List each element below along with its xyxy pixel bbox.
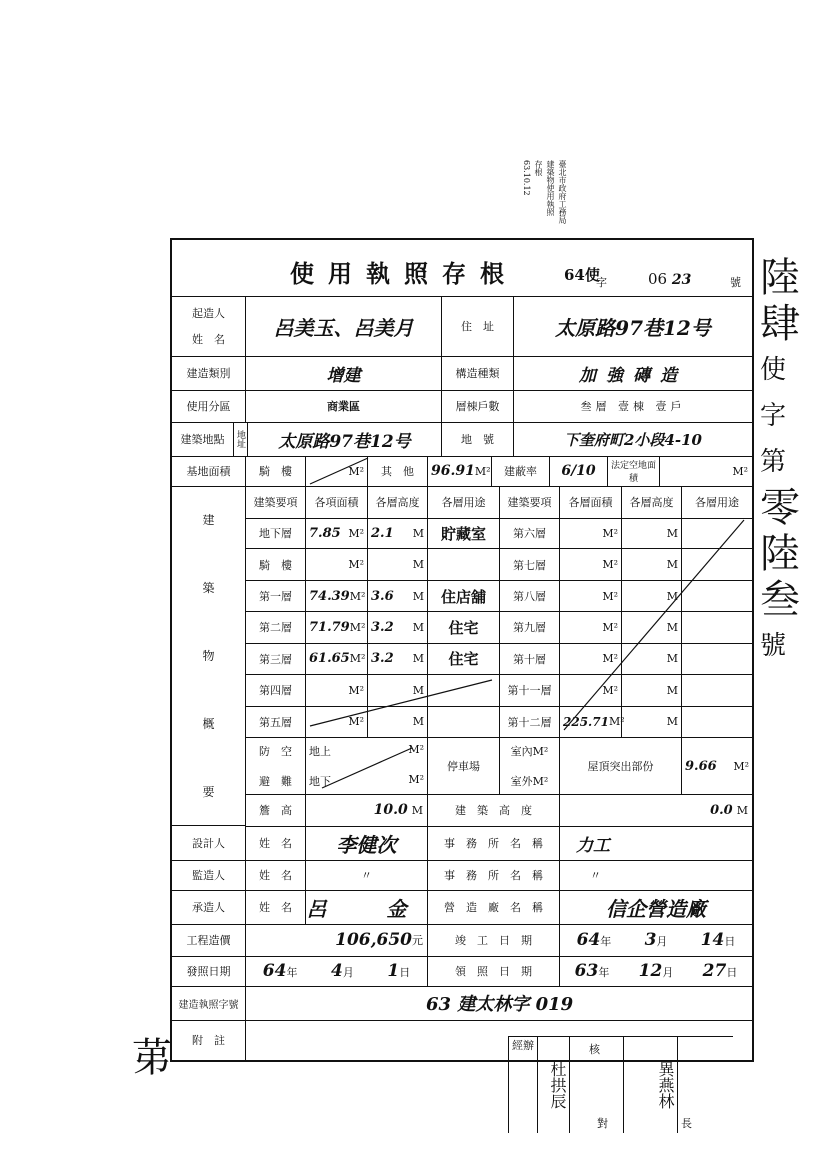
- floor-name: 第五層: [246, 707, 306, 737]
- lot-label: 地 號: [442, 422, 514, 456]
- unit-m2: M²: [349, 620, 366, 634]
- unit-m2: M²: [349, 652, 366, 666]
- sign-name: 異燕林: [656, 1061, 675, 1109]
- unit-m2: M²: [602, 620, 618, 634]
- floor-use: 住宅: [428, 612, 500, 642]
- floor-name-right: 第十二層: [500, 707, 560, 737]
- designer-office: 力工: [576, 835, 610, 856]
- sign-label: 核: [589, 1043, 600, 1056]
- zoning-value: 商業區: [246, 390, 442, 422]
- header-right-item: 建築要項: [500, 486, 560, 518]
- unit-m2: M²: [349, 589, 366, 603]
- floors-label: 層棟戶數: [442, 390, 514, 422]
- floor-name: 第一層: [246, 581, 306, 611]
- floor-height-value: 2.1: [371, 525, 394, 541]
- designer-name-label: 姓 名: [246, 826, 306, 860]
- parking-out-label: 室外: [510, 775, 533, 788]
- unit-m2: M²: [602, 558, 618, 572]
- designer-name: 李健次: [306, 826, 428, 860]
- arcade-strike: [310, 458, 368, 484]
- side-note: [520, 160, 568, 224]
- issue-year: 64: [262, 961, 287, 981]
- day-char: 日: [726, 966, 738, 979]
- sign-cell: [677, 1037, 733, 1133]
- doc-number-printed: 06: [648, 270, 668, 288]
- parking-in-unit: M²: [532, 745, 549, 758]
- cost-value: 106,650: [335, 930, 412, 950]
- floor-height-value: 3.6: [371, 588, 394, 604]
- permit-value: 63 建太林字 019: [426, 994, 574, 1015]
- sign-label: 經辦: [512, 1039, 534, 1052]
- contractor-name-label: 姓 名: [246, 890, 306, 924]
- unit-m: M: [666, 526, 678, 540]
- sign-cell: [509, 1037, 538, 1133]
- supervisor-office-label: 事 務 所 名 稱: [428, 860, 560, 890]
- unit-m2: M²: [602, 652, 618, 666]
- legal-label: 法定空地面積: [608, 456, 660, 486]
- floor-name-right: 第九層: [500, 612, 560, 642]
- year-char: 年: [600, 935, 612, 948]
- completion-day: 14: [700, 930, 725, 950]
- shelter-label-bottom: 避 難: [259, 775, 292, 788]
- supervisor-name-label: 姓 名: [246, 860, 306, 890]
- floor-area-value: 61.65: [309, 651, 350, 667]
- sign-cell: [569, 1037, 624, 1133]
- floor-name: 騎 樓: [246, 549, 306, 579]
- height-label: 建 築 高 度: [428, 794, 560, 826]
- sign-cell: [623, 1037, 678, 1133]
- side-char: 要: [202, 784, 215, 799]
- permit-label: 建造執照字號: [172, 986, 246, 1020]
- floors-value: 叁層 壹棟 壹戶: [580, 400, 686, 413]
- unit-m: M: [412, 526, 424, 540]
- doc-number-handwritten: 23: [671, 272, 692, 288]
- floor-name-right: 第十一層: [500, 675, 560, 705]
- floor-name: 第四層: [246, 675, 306, 705]
- receive-day: 27: [702, 961, 727, 981]
- site-sublabel: 地址: [234, 422, 248, 456]
- month-char: 月: [656, 935, 668, 948]
- remarks-label: 附 註: [172, 1020, 246, 1060]
- margin-char: 肆: [760, 301, 800, 347]
- lot-value: 下奎府町2小段4-10: [564, 430, 702, 449]
- margin-char: 叁: [760, 577, 800, 623]
- floor-use: 住宅: [428, 644, 500, 674]
- completion-month: 3: [644, 930, 657, 950]
- floor-area-value: 71.79: [309, 619, 350, 635]
- address-value: 太原路97巷12号: [555, 315, 711, 340]
- header-right-use: 各層用途: [695, 496, 739, 509]
- year-char: 年: [286, 966, 298, 979]
- structure-value: 加強磚造: [579, 365, 687, 386]
- completion-year: 64: [576, 930, 601, 950]
- year-char: 年: [598, 966, 610, 979]
- unit-m2: M²: [608, 715, 625, 729]
- upper-floors-strike: [310, 680, 492, 729]
- header-left-item: 建築要項: [246, 486, 306, 518]
- permit-form: [170, 238, 754, 1062]
- arcade-label: 騎 樓: [246, 456, 306, 486]
- shelter-label-top: 防 空: [259, 745, 292, 758]
- shelter-below-unit: M²: [408, 773, 424, 786]
- designer-role: 設計人: [172, 826, 246, 860]
- floor-height-value: 3.2: [371, 619, 394, 635]
- roof-label: 屋頂突出部份: [560, 738, 682, 794]
- unit-m: M: [666, 620, 678, 634]
- sign-cell: [537, 1037, 570, 1133]
- floor-name-right: 第十層: [500, 644, 560, 674]
- builder-name: 呂美玉、呂美月: [246, 296, 442, 356]
- shelter-above-unit: M²: [408, 743, 424, 756]
- side-note-line: 存根: [534, 160, 543, 176]
- builder-label-bottom: 姓 名: [192, 333, 225, 346]
- supervisor-office: 〃: [590, 869, 601, 882]
- unit-m: M: [412, 558, 424, 572]
- ratio-label: 建蔽率: [492, 456, 550, 486]
- signature-block: [508, 1036, 733, 1133]
- unit-m2: M²: [348, 715, 364, 729]
- floor-name: 第二層: [246, 612, 306, 642]
- month-char: 月: [342, 966, 354, 979]
- floor-name: 地下層: [246, 518, 306, 548]
- receive-year: 63: [574, 961, 599, 981]
- side-note-line: 建築物使用執照: [546, 160, 555, 216]
- structure-label: 構造種類: [442, 356, 514, 390]
- floor-height-value: 3.2: [371, 651, 394, 667]
- unit-m2: M²: [602, 526, 618, 540]
- contractor-office-label: 營 造 廠 名 稱: [428, 890, 560, 924]
- floor-name: 第三層: [246, 644, 306, 674]
- side-note-line: 臺北市政府工務局: [558, 160, 567, 224]
- header-left-area: 各項面積: [306, 486, 368, 518]
- issue-day: 1: [387, 961, 400, 981]
- unit-m: M: [666, 683, 678, 697]
- site-value: 太原路97巷12号: [248, 422, 442, 456]
- eave-label: 簷 高: [246, 794, 306, 826]
- hao-label: 號: [730, 276, 741, 289]
- zoning-label: 使用分區: [172, 390, 246, 422]
- sign-label: 長: [681, 1117, 692, 1130]
- side-char: 築: [202, 581, 215, 596]
- cancel-strokes: [172, 240, 752, 1060]
- side-char: 概: [202, 716, 215, 731]
- margin-char: 零: [760, 485, 800, 531]
- unit-m2: M²: [602, 589, 618, 603]
- unit-m: M: [412, 652, 424, 666]
- site-label: 建築地點: [172, 422, 234, 456]
- day-char: 日: [724, 935, 736, 948]
- margin-char: 號: [760, 631, 787, 661]
- completion-label: 竣 工 日 期: [428, 924, 560, 956]
- side-note-date: 63.10.12: [522, 160, 531, 196]
- zi-label: 字: [596, 276, 607, 289]
- shelter-above-label: 地上: [309, 745, 331, 758]
- right-floors-strike: [564, 520, 744, 730]
- side-char: 建: [202, 513, 215, 528]
- floor-area-value: 7.85: [309, 525, 341, 541]
- other-label: 其 他: [368, 456, 428, 486]
- cost-unit: 元: [412, 934, 423, 947]
- cost-label: 工程造價: [172, 924, 246, 956]
- roof-value: 9.66: [685, 758, 717, 774]
- area-label: 基地面積: [172, 456, 246, 486]
- address-label: 住 址: [442, 296, 514, 356]
- unit-m: M: [666, 652, 678, 666]
- unit-m2: M²: [602, 683, 618, 697]
- height-value: 0.0: [710, 802, 733, 818]
- month-char: 月: [662, 966, 674, 979]
- supervisor-name: 〃: [306, 860, 428, 890]
- supervisor-role: 監造人: [172, 860, 246, 890]
- left-margin-mark: 苐: [132, 1035, 172, 1081]
- contractor-office: 信企營造廠: [606, 896, 706, 921]
- sign-label: 對: [597, 1117, 608, 1130]
- floor-name-right: 第八層: [500, 581, 560, 611]
- margin-char: 陸: [760, 531, 800, 577]
- unit-m: M: [666, 558, 678, 572]
- side-char: 物: [202, 648, 215, 663]
- category-value: 增建: [246, 356, 442, 390]
- sign-name: 杜拱辰: [548, 1061, 567, 1109]
- unit-m: M: [412, 589, 424, 603]
- other-area-value: 96.91: [431, 463, 475, 479]
- floor-name-right: 第六層: [500, 518, 560, 548]
- floor-total-value: 225.71: [563, 714, 609, 729]
- contractor-role: 承造人: [172, 890, 246, 924]
- unit-m: M: [666, 589, 678, 603]
- header-right-height: 各層高度: [622, 486, 682, 518]
- eave-value: 10.0: [373, 802, 408, 818]
- header-left-height: 各層高度: [368, 486, 428, 518]
- day-char: 日: [399, 966, 411, 979]
- floor-use: 住店舖: [428, 581, 500, 611]
- right-margin-text: [760, 255, 820, 669]
- other-area-unit: M²: [474, 464, 491, 478]
- margin-char: 第: [760, 447, 787, 477]
- builder-label-top: 起造人: [192, 307, 225, 320]
- shelter-strike: [322, 748, 412, 788]
- category-label: 建造類別: [172, 356, 246, 390]
- eave-unit: M: [411, 803, 423, 817]
- parking-out-unit: M²: [532, 775, 549, 788]
- margin-char: 字: [760, 401, 787, 431]
- arcade-unit: M²: [306, 456, 368, 486]
- floor-area-value: 74.39: [309, 588, 350, 604]
- header-right-area: 各層面積: [560, 486, 622, 518]
- number-prefix: 64使: [564, 266, 600, 284]
- unit-m2: M²: [348, 558, 364, 572]
- contractor-name: 呂 金: [306, 890, 428, 924]
- shelter-below-label: 地下: [309, 775, 331, 788]
- unit-m2: M²: [348, 526, 364, 540]
- legal-unit: M²: [732, 464, 748, 478]
- ratio-value: 6/10: [550, 456, 608, 486]
- receive-month: 12: [638, 961, 663, 981]
- unit-m2: M²: [348, 683, 364, 697]
- receive-label: 領 照 日 期: [428, 956, 560, 986]
- unit-m: M: [412, 620, 424, 634]
- designer-office-label: 事 務 所 名 稱: [428, 826, 560, 860]
- margin-char: 使: [760, 355, 787, 385]
- unit-m: M: [666, 715, 678, 729]
- unit-m: M: [412, 715, 424, 729]
- floor-name-right: 第七層: [500, 549, 560, 579]
- margin-char: 陸: [760, 255, 800, 301]
- header-left-use: 各層用途: [428, 486, 500, 518]
- parking-label: 停車場: [428, 738, 500, 794]
- parking-in-label: 室內: [510, 745, 533, 758]
- roof-unit: M²: [733, 759, 749, 773]
- issue-label: 發照日期: [172, 956, 246, 986]
- form-title: 使用執照存根: [290, 259, 518, 288]
- issue-month: 4: [330, 961, 343, 981]
- height-unit: M: [736, 803, 748, 817]
- floor-use: 貯藏室: [428, 518, 500, 548]
- unit-m: M: [412, 683, 424, 697]
